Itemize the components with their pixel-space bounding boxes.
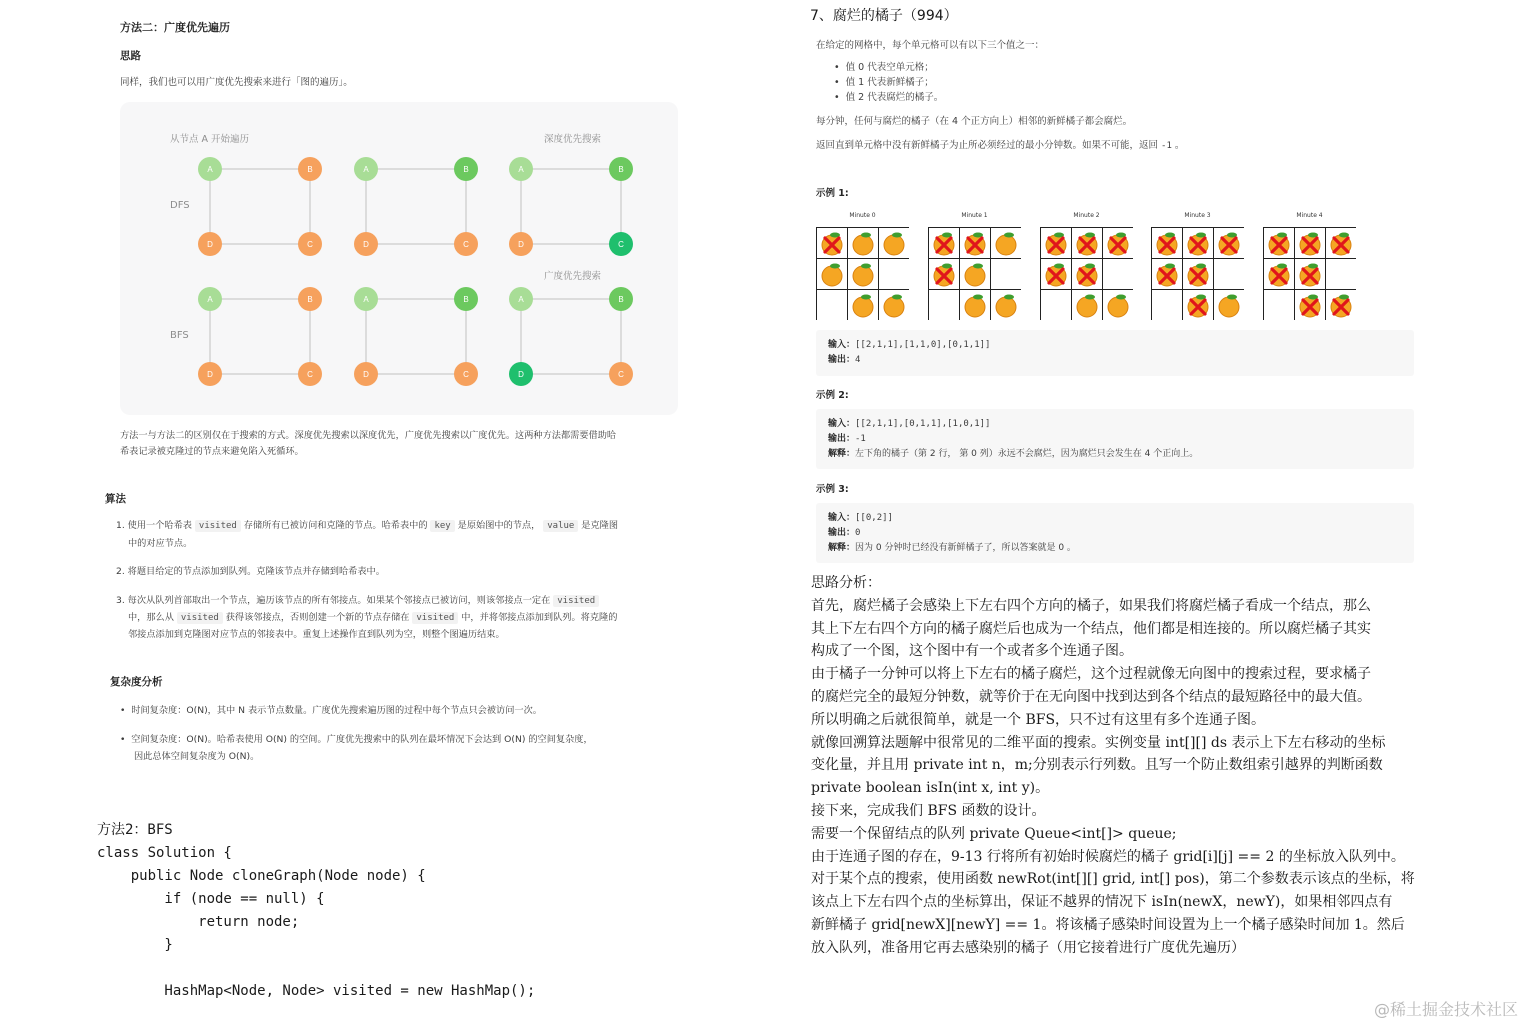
code-line: public Node cloneGraph(Node node) { xyxy=(97,868,426,884)
orange-grid xyxy=(1263,227,1356,320)
graph-label-dfs: 深度优先搜索 xyxy=(544,134,602,145)
analysis-line: 其上下左右四个方向的橘子腐烂后也成为一个结点，他们都是相连接的。所以腐烂橘子其实 xyxy=(811,620,1371,637)
time-complexity: • 时间复杂度：O(N)，其中 N 表示节点数量。广度优先搜索遍历图的过程中每个节点只会被访问一次。 xyxy=(120,705,542,716)
graph-node-label: D xyxy=(207,240,213,249)
code-line: } xyxy=(97,937,173,953)
code-line: return node; xyxy=(97,914,300,930)
example-2-heading: 示例 2: xyxy=(816,390,849,401)
graph-node-label: A xyxy=(518,165,524,174)
analysis-line: private boolean isIn(int x, int y)。 xyxy=(811,780,1050,797)
graph-label-start: 从节点 A 开始遍历 xyxy=(170,134,250,145)
graph-node-label: B xyxy=(618,295,624,304)
analysis-line: 思路分析： xyxy=(811,575,881,591)
code-line: 方法2：BFS xyxy=(97,822,173,838)
leaf-icon xyxy=(830,264,840,269)
graph-node-label: C xyxy=(463,240,469,249)
bullet-item: • 值 0 代表空单元格； xyxy=(834,62,934,73)
fresh-orange-icon xyxy=(884,235,904,255)
complexity-heading: 复杂度分析 xyxy=(110,676,163,688)
analysis-line: 新鲜橘子 grid[newX][newY] == 1。将该橘子感染时间设置为上一个橘子感染时间加 1。然后 xyxy=(811,916,1405,933)
analysis-line: 构成了一个图，这个图中有一个或者多个连通子图。 xyxy=(811,643,1133,660)
code-line xyxy=(97,957,535,980)
leaf-icon xyxy=(1004,295,1014,300)
diff-text-2: 希表记录被克隆过的节点来避免陷入死循环。 xyxy=(120,446,304,457)
analysis-line: 就像回溯算法题解中很常见的二维平面的搜索。实例变量 int[][] ds 表示上下左右移动的坐标 xyxy=(811,734,1386,751)
grid-cell xyxy=(1152,290,1183,321)
algo-step-3-cont: 中，那么从 visited 获得该邻接点，否则创建一个新的节点存储在 visited 中，并将邻接点添加到队列。将克隆的 xyxy=(128,612,618,623)
leaf-icon xyxy=(1227,295,1237,300)
analysis-line: 首先，腐烂橘子会感染上下左右四个方向的橘子，如果我们将腐烂橘子看成一个结点，那么 xyxy=(811,597,1371,614)
graph-node-label: C xyxy=(618,370,624,379)
fresh-orange-icon xyxy=(853,235,873,255)
graph-node-label: D xyxy=(363,240,369,249)
grid-cell xyxy=(1041,290,1072,321)
minute-label: Minute 1 xyxy=(961,212,988,219)
example-1-heading: 示例 1: xyxy=(816,188,849,199)
graph-node-label: D xyxy=(363,370,369,379)
graph-node-label: A xyxy=(207,295,213,304)
problem-title: 7、腐烂的橘子（994） xyxy=(810,8,958,24)
fresh-orange-icon xyxy=(1077,297,1097,317)
bullet-item: • 值 1 代表新鲜橘子； xyxy=(834,77,934,88)
code-line: if (node == null) { xyxy=(97,891,325,907)
site-watermark: @稀土掘金技术社区 xyxy=(1373,1000,1518,1019)
example-1-box: 输入：[[2,1,1],[1,1,0],[0,1,1]] 输出：4 xyxy=(816,330,1414,376)
problem-rule: 每分钟，任何与腐烂的橘子（在 4 个正方向上）相邻的新鲜橘子都会腐烂。 xyxy=(816,116,1133,127)
leaf-icon xyxy=(861,264,871,269)
graph-node-label: C xyxy=(618,240,624,249)
analysis-line: 对于某个点的搜索，使用函数 newRot(int[][] grid, int[] pos)，第二个参数表示该点的坐标，将 xyxy=(811,871,1415,888)
graph-node-label: B xyxy=(618,165,624,174)
problem-bullets xyxy=(834,60,943,105)
graph-node-label: C xyxy=(463,370,469,379)
leaf-icon xyxy=(973,295,983,300)
analysis-line: 所以明确之后就很简单，就是一个 BFS，只不过有这里有多个连通子图。 xyxy=(811,711,1266,728)
algo-heading: 算法 xyxy=(105,493,126,505)
fresh-orange-icon xyxy=(965,297,985,317)
graph-node-label: B xyxy=(307,165,313,174)
fresh-orange-icon xyxy=(822,266,842,286)
problem-intro: 在给定的网格中，每个单元格可以有以下三个值之一： xyxy=(816,40,1045,51)
minute-label: Minute 3 xyxy=(1184,212,1211,219)
analysis-line: 该点上下左右四个点的坐标算出，保证不越界的情况下 isIn(newX，newY)，如果相邻四点有 xyxy=(811,894,1393,911)
graph-node-label: D xyxy=(518,370,524,379)
leaf-icon xyxy=(973,264,983,269)
analysis-line: 由于橘子一分钟可以将上下左右的橘子腐烂，这个过程就像无向图中的搜索过程，要求橘子 xyxy=(811,666,1371,683)
orange-grid xyxy=(928,227,1021,320)
algo-step-3-end: 邻接点添加到克隆图对应节点的邻接表中。重复上述操作直到队列为空，则整个图遍历结束。 xyxy=(128,629,505,640)
fresh-orange-icon xyxy=(996,297,1016,317)
fresh-orange-icon xyxy=(1219,297,1239,317)
method-heading: 方法二：广度优先遍历 xyxy=(120,21,230,34)
graph-illustration xyxy=(120,102,678,415)
algo-step-1: 1. 使用一个哈希表 visited 存储所有已被访问和克隆的节点。哈希表中的 key 是原始图中的节点， value 是克隆图 xyxy=(116,520,619,531)
grid-cell xyxy=(1264,290,1295,321)
leaf-icon xyxy=(1116,295,1126,300)
code-line: class Solution { xyxy=(97,845,232,861)
graph-node-label: A xyxy=(207,165,213,174)
graph-node-label: B xyxy=(463,295,469,304)
analysis-line: 的腐烂完全的最短分钟数，就等价于在无向图中找到达到各个结点的最短路径中的最大值。 xyxy=(811,688,1371,705)
analysis-line: 由于连通子图的存在，9-13 行将所有初始时候腐烂的橘子 grid[i][j] == 2 的坐标放入队列中。 xyxy=(811,848,1405,865)
algo-step-2: 2. 将题目给定的节点添加到队列。克隆该节点并存储到哈希表中。 xyxy=(116,566,385,577)
fresh-orange-icon xyxy=(853,297,873,317)
leaf-icon xyxy=(892,295,902,300)
leaf-icon xyxy=(861,295,871,300)
analysis-line: 变化量，并且用 private int n，m;分别表示行列数。且写一个防止数组索引越界的判断函数 xyxy=(811,757,1383,774)
graph-node-label: A xyxy=(518,295,524,304)
code-block xyxy=(97,796,535,1026)
minute-label: Minute 4 xyxy=(1296,212,1323,219)
orange-grid xyxy=(1040,227,1133,320)
diff-text-1: 方法一与方法二的区别仅在于搜索的方式。深度优先搜索以深度优先，广度优先搜索以广度优先。这两种方法都需要借助哈 xyxy=(120,430,617,441)
grid-cell xyxy=(929,290,960,321)
graph-diagram xyxy=(120,102,678,415)
example-2-box: 输入：[[2,1,1],[0,1,1],[1,0,1]] 输出：-1 解释：左下角的橘子（第 2 行， 第 0 列）永远不会腐烂，因为腐烂只会发生在 4 个正向上。 xyxy=(816,409,1414,469)
bullet-item: • 值 2 代表腐烂的橘子。 xyxy=(834,92,944,103)
analysis-line: 接下来，完成我们 BFS 函数的设计。 xyxy=(811,802,1046,819)
analysis-text xyxy=(811,572,1417,960)
analysis-line: 放入队列，准备用它再去感染别的橘子（用它接着进行广度优先遍历） xyxy=(811,939,1245,956)
grid-cell xyxy=(991,259,1022,290)
grid-cell xyxy=(879,259,910,290)
grid-cell xyxy=(1214,259,1245,290)
graph-node-label: B xyxy=(307,295,313,304)
graph-node-label: D xyxy=(207,370,213,379)
idea-heading: 思路 xyxy=(120,50,141,62)
graph-node-label: C xyxy=(307,370,313,379)
code-line: HashMap<Node, Node> visited = new HashMap(); xyxy=(97,983,536,999)
fresh-orange-icon xyxy=(996,235,1016,255)
algo-step-1-cont: 中的对应节点。 xyxy=(128,538,193,549)
minute-label: Minute 2 xyxy=(1073,212,1100,219)
idea-text: 同样，我们也可以用广度优先搜索来进行「图的遍历」。 xyxy=(120,77,353,88)
graph-node-label: A xyxy=(363,165,369,174)
leaf-icon xyxy=(861,233,871,238)
space-complexity: • 空间复杂度：O(N)。哈希表使用 O(N) 的空间。广度优先搜索中的队列在最坏情况下会达到 O(N) 的空间复杂度， xyxy=(120,734,593,745)
fresh-orange-icon xyxy=(853,266,873,286)
example-3-heading: 示例 3: xyxy=(816,484,849,495)
leaf-icon xyxy=(1085,295,1095,300)
graph-node-label: A xyxy=(363,295,369,304)
minute-label: Minute 0 xyxy=(849,212,876,219)
leaf-icon xyxy=(1004,233,1014,238)
space-complexity-cont: 因此总体空间复杂度为 O(N)。 xyxy=(134,751,260,762)
grid-cell xyxy=(1103,259,1134,290)
graph-row-dfs: DFS xyxy=(170,200,190,211)
fresh-orange-icon xyxy=(1108,297,1128,317)
grid-cell xyxy=(1326,259,1357,290)
problem-ask: 返回直到单元格中没有新鲜橘子为止所必须经过的最小分钟数。如果不可能，返回 -1 。 xyxy=(816,140,1185,151)
analysis-line: 需要一个保留结点的队列 private Queue<int[]> queue; xyxy=(811,825,1177,842)
graph-node-label: C xyxy=(307,240,313,249)
fresh-orange-icon xyxy=(965,266,985,286)
graph-node-label: B xyxy=(463,165,469,174)
leaf-icon xyxy=(892,233,902,238)
orange-grid xyxy=(816,227,909,320)
graph-row-bfs: BFS xyxy=(170,330,189,341)
example-3-box: 输入：[[0,2]] 输出：0 解释：因为 0 分钟时已经没有新鲜橘子了，所以答案就是 0 。 xyxy=(816,503,1414,563)
orange-grid xyxy=(1151,227,1244,320)
algo-step-3: 3. 每次从队列首部取出一个节点，遍历该节点的所有邻接点。如果某个邻接点已被访问，则该邻接点一定在 visited xyxy=(116,592,599,610)
fresh-orange-icon xyxy=(884,297,904,317)
graph-node-label: D xyxy=(518,240,524,249)
graph-label-bfs: 广度优先搜索 xyxy=(544,271,602,282)
grid-cell xyxy=(817,290,848,321)
